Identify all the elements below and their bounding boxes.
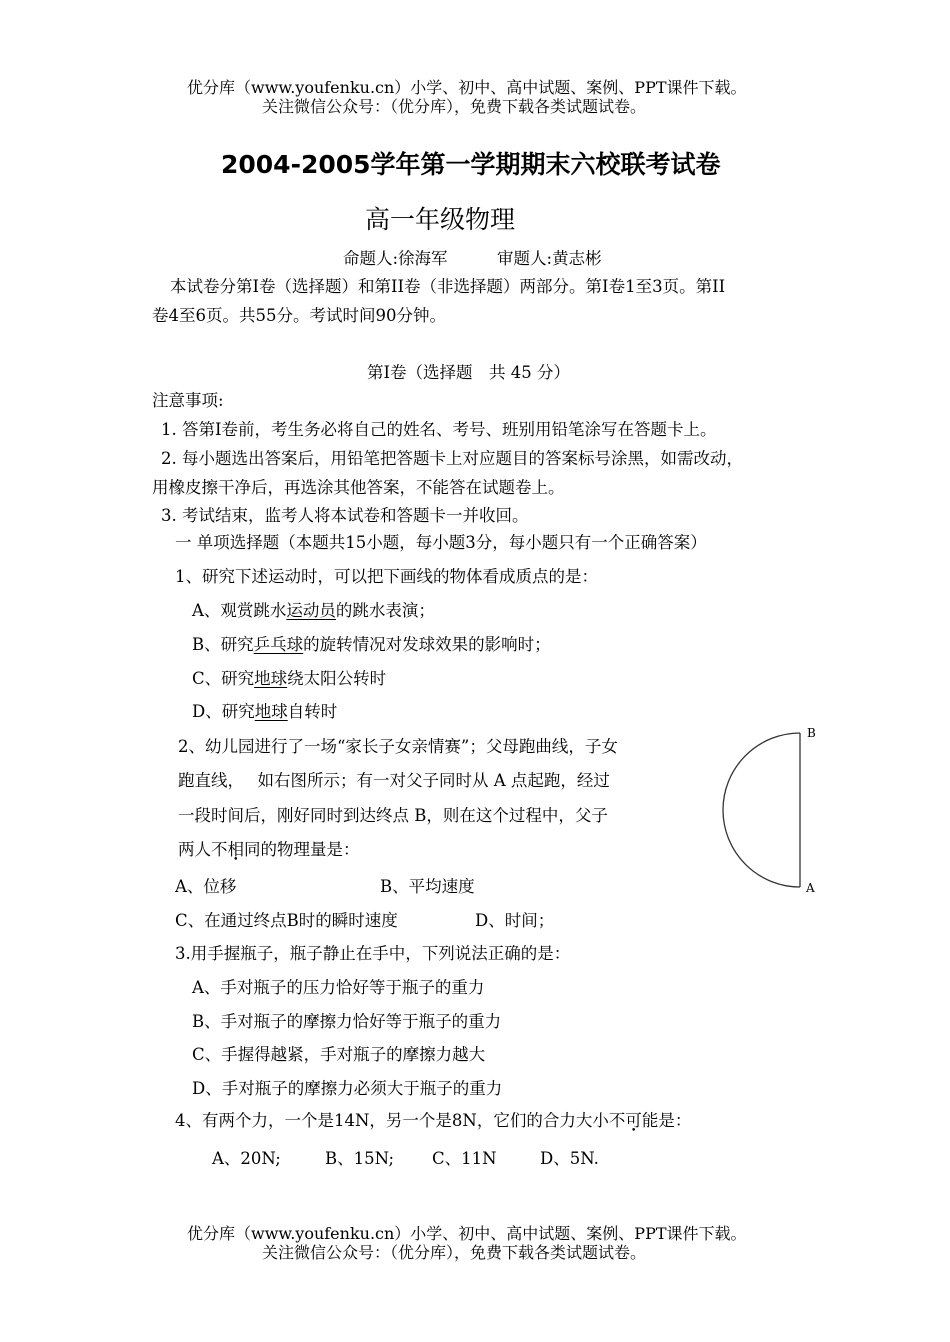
- q1-option-a: [192, 600, 435, 622]
- q2-option-a: A、位移: [175, 877, 237, 896]
- q1-stem: 1、研究下述运动时，可以把下画线的物体看成质点的是：: [175, 567, 598, 586]
- exam-title: 2004-2005学年第一学期期末六校联考试卷: [221, 150, 721, 179]
- exam-subtitle: 高一年级物理: [365, 205, 516, 234]
- q4-stem-text: 4、有两个力，一个是14N，另一个是8N，它们的合力大小: [175, 1111, 609, 1130]
- q2-stem-line-4: [178, 839, 360, 861]
- curved-path: [723, 733, 800, 887]
- footer-line-2: 关注微信公众号：（优分库），免费下载各类试题试卷。: [262, 1243, 647, 1262]
- q2-stem-line-3: 一段时间后，刚好同时到达终点 B，则在这个过程中，父子: [178, 806, 608, 825]
- q1-c-underlined: 地球: [254, 669, 288, 688]
- q2-emphasis-text: 不相同: [211, 840, 261, 859]
- section1-title: 第I卷（选择题 共 45 分）: [367, 363, 571, 382]
- q1-option-c: [192, 668, 386, 690]
- q4-stem: [175, 1110, 691, 1132]
- q3-option-c: C、手握得越紧，手对瓶子的摩擦力越大: [192, 1045, 486, 1064]
- q4-option-b: B、15N;: [325, 1149, 395, 1168]
- q2-option-b: B、平均速度: [380, 877, 475, 896]
- note-2-line-2: 用橡皮擦干净后，再选涂其他答案，不能答在试题卷上。: [152, 478, 565, 497]
- note-2-line-1: 2. 每小题选出答案后，用铅笔把答题卡上对应题目的答案标号涂黑，如需改动，: [161, 449, 743, 468]
- q1-b-text: B、研究: [192, 635, 254, 654]
- q2-stem-line-1: 2、幼儿园进行了一场“家长子女亲情赛”；父母跑曲线，子女: [178, 737, 618, 756]
- q1-a-text: A、观赏跳水: [192, 601, 287, 620]
- q3-option-a: A、手对瓶子的压力恰好等于瓶子的重力: [192, 978, 485, 997]
- semicircle-track-figure: [715, 720, 825, 900]
- q1-b-text-end: 的旋转情况对发球效果的影响时；: [303, 635, 551, 654]
- q3-stem: 3.用手握瓶子，瓶子静止在手中，下列说法正确的是：: [175, 944, 571, 963]
- q4-emphasis-text: 不可能: [608, 1111, 659, 1130]
- q1-d-text: D、研究: [192, 702, 255, 721]
- q4-option-d: D、5N.: [540, 1149, 599, 1168]
- q1-b-underlined: 乒乓球: [253, 635, 304, 654]
- q3-option-b: B、手对瓶子的摩擦力恰好等于瓶子的重力: [192, 1012, 502, 1031]
- point-a-label: A: [806, 881, 815, 895]
- q2-option-d: D、时间；: [475, 911, 555, 930]
- q1-a-text-end: 的跳水表演；: [335, 601, 435, 620]
- q4-option-c: C、11N: [432, 1149, 497, 1168]
- part1-heading: 一 单项选择题（本题共15小题，每小题3分，每小题只有一个正确答案）: [175, 533, 707, 552]
- q4-option-a: A、20N;: [212, 1149, 281, 1168]
- q3-option-d: D、手对瓶子的摩擦力必须大于瓶子的重力: [192, 1079, 503, 1098]
- header-line-1: 优分库（www.youfenku.cn）小学、初中、高中试题、案例、PPT课件下载。: [187, 78, 747, 97]
- note-1: 1. 答第I卷前，考生务必将自己的姓名、考号、班别用铅笔涂写在答题卡上。: [161, 420, 717, 439]
- q1-d-underlined: 地球: [254, 702, 288, 721]
- q1-a-underlined: 运动员: [286, 601, 336, 620]
- q1-option-b: [192, 634, 551, 656]
- footer-line-1: 优分库（www.youfenku.cn）小学、初中、高中试题、案例、PPT课件下载。: [187, 1224, 747, 1243]
- q4-stem-text-end: 是：: [658, 1111, 692, 1130]
- q1-c-text: C、研究: [192, 669, 255, 688]
- q1-d-text-end: 自转时: [287, 702, 338, 721]
- q1-option-d: [192, 701, 337, 723]
- notes-heading: 注意事项:: [152, 391, 224, 410]
- note-3: 3. 考试结束，监考人将本试卷和答题卡一并收回。: [161, 506, 529, 525]
- authors-line: 命题人:徐海军 审题人:黄志彬: [343, 249, 602, 268]
- point-b-label: B: [807, 726, 816, 740]
- header-line-2: 关注微信公众号：（优分库），免费下载各类试题试卷。: [262, 97, 647, 116]
- q2-l4-text-end: 的物理量是：: [260, 840, 360, 859]
- q2-l4-text: 两人: [178, 840, 211, 859]
- intro-line-2: 卷4至6页。共55分。考试时间90分钟。: [152, 306, 446, 325]
- q2-option-c: C、在通过终点B时的瞬时速度: [175, 911, 398, 930]
- q2-stem-line-2: 跑直线， 如右图所示；有一对父子同时从 A 点起跑，经过: [178, 771, 610, 790]
- intro-line-1: 本试卷分第I卷（选择题）和第II卷（非选择题）两部分。第I卷1至3页。第II: [170, 277, 726, 296]
- q1-c-text-end: 绕太阳公转时: [287, 669, 387, 688]
